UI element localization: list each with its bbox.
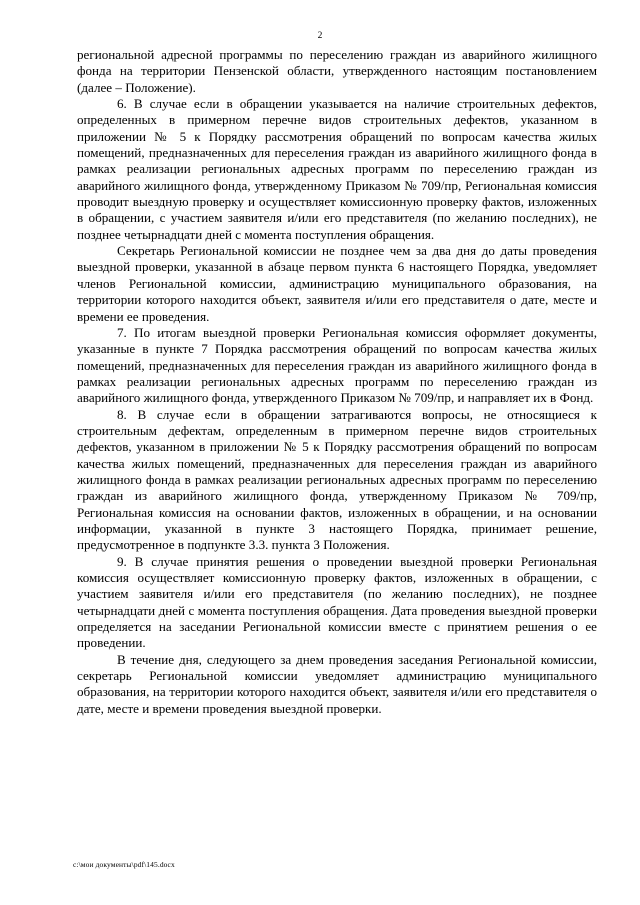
paragraph-item-8: 8. В случае если в обращении затрагиваются вопросы, не относящиеся к строительным дефектам, определенным в примерном перечне видов строительных дефектов, указанном в приложении № 5 к Порядку рассмотрения обращений по вопросам качества жилых помещений, предназначенных для переселения граждан из аварийного жилищного фонда в рамках реализации региональных адресных программ по переселению граждан из аварийного жилищного фонда, утвержденному Приказом № 709/пр, Региональная комиссия на основании фактов, изложенных в обращении, и на основании информации, указанной в пункте 3 настоящего Порядка, принимает решение, предусмотренное в подпункте 3.3. пункта 3 Положения.	[77, 406, 597, 553]
document-body	[77, 47, 597, 717]
paragraph-item-6: 6. В случае если в обращении указывается на наличие строительных дефектов, определенных в примерном перечне видов строительных дефектов, указанном в приложении № 5 к Порядку рассмотрения обращений по вопросам качества жилых помещений, предназначенных для переселения граждан из аварийного жилищного фонда в рамках реализации региональных адресных программ по переселению граждан из аварийного жилищного фонда, утвержденному Приказом № 709/пр, Региональная комиссия проводит выездную проверку и осуществляет комиссионную проверку фактов, изложенных в обращении, с участием заявителя и/или его представителя (по желанию последних), не позднее четырнадцати дней с момента поступления обращения.	[77, 96, 597, 242]
paragraph-item-9: 9. В случае принятия решения о проведении выездной проверки Региональная комиссия осуществляет комиссионную проверку фактов, изложенных в обращении, с участием заявителя и/или его представителя (по желанию последних), не позднее четырнадцати дней с момента поступления обращения. Дата проведения выездной проверки определяется на заседании Региональной комиссии вместе с принятием решения о ее проведении.	[77, 553, 597, 651]
paragraph-secretary-notice: Секретарь Региональной комиссии не позднее чем за два дня до даты проведения выездной проверки, указанной в абзаце первом пункта 6 настоящего Порядка, уведомляет членов Региональной комиссии, администрацию муниципального образования, на территории которого находится объект, заявителя и/или его представителя о дате, месте и времени ее проведения.	[77, 243, 597, 324]
page-number: 2	[317, 31, 323, 41]
paragraph-item-7: 7. По итогам выездной проверки Региональная комиссия оформляет документы, указанные в пункте 7 Порядка рассмотрения обращений по вопросам качества жилых помещений, предназначенных для переселения граждан из аварийного жилищного фонда в рамках реализации региональных адресных программ по переселению граждан из аварийного жилищного фонда, утвержденного Приказом № 709/пр, и направляет их в Фонд.	[77, 324, 597, 406]
footer-file-path: c:\мои документы\pdf\145.docx	[73, 860, 175, 869]
paragraph-next-day-notice: В течение дня, следующего за днем проведения заседания Региональной комиссии, секретарь Региональной комиссии уведомляет администрацию муниципального образования, на территории которого находится объект, заявителя и/или его представителя о дате, месте и времени проведения выездной проверки.	[77, 651, 597, 716]
paragraph-continuation: региональной адресной программы по переселению граждан из аварийного жилищного фонда на территории Пензенской области, утвержденного настоящим постановлением (далее – Положение).	[77, 47, 597, 95]
